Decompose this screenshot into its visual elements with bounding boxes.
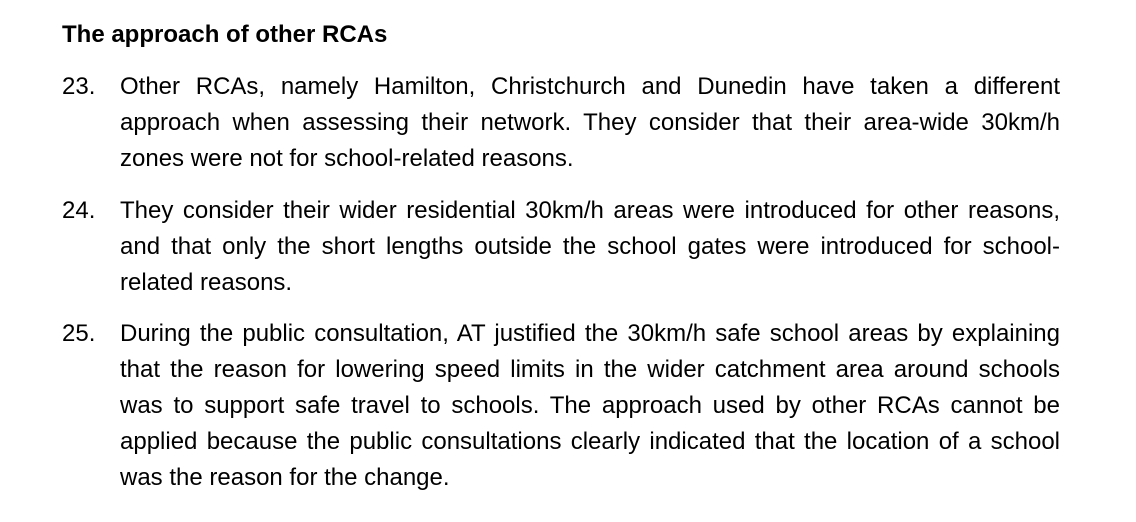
- paragraph-text: They consider their wider residential 30km/h areas were introduced for other reasons, and that only the short lengths outside the school gates were introduced for school-related reasons.: [120, 197, 1060, 296]
- paragraph-text: Other RCAs, namely Hamilton, Christchurch and Dunedin have taken a different approach when assessing their network. They consider that their area-wide 30km/h zones were not for school-related reasons.: [120, 73, 1060, 172]
- paragraph-24: [62, 193, 1060, 301]
- paragraph-25: [62, 316, 1060, 496]
- paragraph-number: 24.: [62, 197, 96, 224]
- section-heading: The approach of other RCAs: [62, 21, 388, 48]
- paragraph-23: [62, 69, 1060, 177]
- paragraph-text: During the public consultation, AT justified the 30km/h safe school areas by explaining that the reason for lowering speed limits in the wider catchment area around schools was to support safe travel to schools. The approach used by other RCAs cannot be applied because the public consultations clearly indicated that the location of a school was the reason for the change.: [120, 320, 1060, 491]
- paragraph-number: 23.: [62, 73, 96, 100]
- paragraph-number: 25.: [62, 320, 96, 347]
